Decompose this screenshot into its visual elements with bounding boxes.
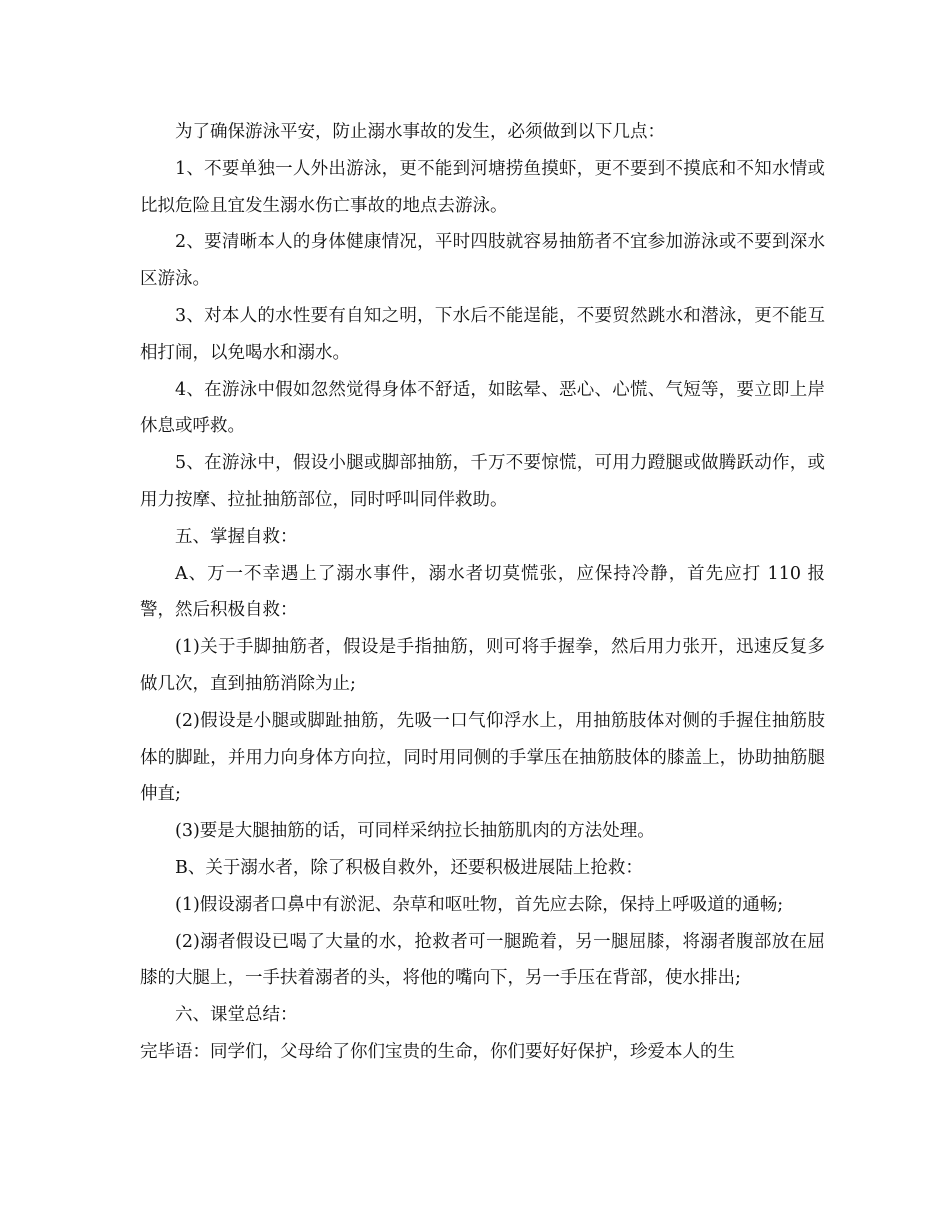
intro-paragraph: 为了确保游泳平安，防止溺水事故的发生，必须做到以下几点：	[175, 122, 665, 142]
self-rescue-a-paragraph: A、万一不幸遇上了溺水事件，溺水者切莫慌张，应保持冷静，首先应打 110 报警，然后积极自救：	[140, 563, 825, 621]
closing-paragraph: 完毕语：同学们，父母给了你们宝贵的生命，你们要好好保护，珍爱本人的生	[140, 1041, 735, 1062]
rescue-b-paragraph: B、关于溺水者，除了积极自救外，还要积极进展陆上抢救：	[175, 857, 643, 878]
rule-5-paragraph: 5、在游泳中，假设小腿或脚部抽筋，千万不要惊慌，可用力蹬腿或做腾跃动作，或用力按摩、拉扯抽筋部位，同时呼叫同伴救助。	[140, 453, 825, 510]
section-5-heading: 五、掌握自救：	[175, 526, 298, 547]
section-6-heading: 六、课堂总结：	[175, 1005, 298, 1026]
rescue-item-2-paragraph: (2)溺者假设已喝了大量的水，抢救者可一腿跪着，另一腿屈膝，将溺者腹部放在屈膝的大腿上，一手扶着溺者的头，将他的嘴向下，另一手压在背部，使水排出;	[140, 931, 825, 989]
cramp-item-1-paragraph: (1)关于手脚抽筋者，假设是手指抽筋，则可将手握拳，然后用力张开，迅速反复多做几次，直到抽筋消除为止;	[140, 637, 825, 694]
cramp-item-3-paragraph: (3)要是大腿抽筋的话，可同样采纳拉长抽筋肌肉的方法处理。	[175, 821, 655, 842]
document-body	[140, 114, 825, 1071]
rule-4-paragraph: 4、在游泳中假如忽然觉得身体不舒适，如眩晕、恶心、心慌、气短等，要立即上岸休息或呼救。	[140, 379, 825, 437]
rule-3-paragraph: 3、对本人的水性要有自知之明，下水后不能逞能，不要贸然跳水和潜泳，更不能互相打闹，以免喝水和溺水。	[140, 305, 825, 363]
cramp-item-2-paragraph: (2)假设是小腿或脚趾抽筋，先吸一口气仰浮水上，用抽筋肢体对侧的手握住抽筋肢体的脚趾，并用力向身体方向拉，同时用同侧的手掌压在抽筋肢体的膝盖上，协助抽筋腿伸直;	[140, 710, 825, 805]
rescue-item-1-paragraph: (1)假设溺者口鼻中有淤泥、杂草和呕吐物，首先应去除，保持上呼吸道的通畅;	[175, 894, 784, 915]
rule-1-paragraph: 1、不要单独一人外出游泳，更不能到河塘捞鱼摸虾，更不要到不摸底和不知水情或比拟危险且宜发生溺水伤亡事故的地点去游泳。	[140, 158, 825, 216]
rule-2-paragraph: 2、要清晰本人的身体健康情况，平时四肢就容易抽筋者不宜参加游泳或不要到深水区游泳。	[140, 232, 825, 290]
